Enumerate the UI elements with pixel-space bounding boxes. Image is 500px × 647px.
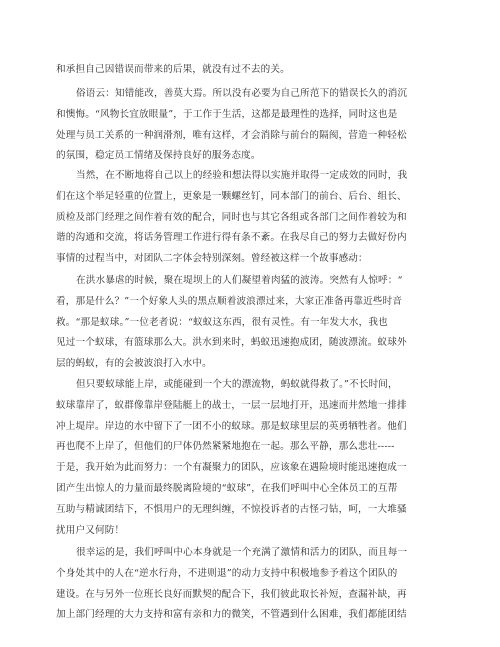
paragraph-6 [56, 543, 456, 626]
paragraph-5 [56, 375, 456, 541]
text-line: 蚁球靠岸了，蚁群像靠岸登陆艇上的战士，一层一层地打开，迅速而井然地一排排 [56, 399, 407, 411]
text-line: 互助与精诚团结下，不惧用户的无理纠缠，不惊投诉者的古怪刁钻，呵，一大堆骚 [56, 503, 407, 515]
paragraph-3 [56, 166, 456, 270]
text-line: 看，那是什么？”一个好象人头的黑点顺着波浪漂过来，大家正准备再靠近些时音 [56, 295, 403, 307]
paragraph-2 [56, 84, 456, 167]
text-line: 谐的沟通和交流，将话务管理工作进行得有条不紊。在我尽自己的努力去做好份内 [56, 232, 407, 244]
text-line: 冲上堤岸。岸边的水中留下了一团不小的蚁球。那是蚁球里层的英勇牺牲者。他们 [56, 420, 407, 432]
text-line: 加上部门经理的大力支持和富有亲和力的微笑，不管遇到什么困难，我们都能团结 [56, 609, 407, 621]
text-line: 但只要蚁球能上岸，或能碰到一个大的漂流物，蚂蚁就得救了。”不长时间， [76, 379, 398, 390]
text-line: 质检及部门经理之间作着有效的配合，同时也与其它各组或各部门之间作着较为和 [56, 211, 407, 223]
text-line: 再也爬不上岸了，但他们的尸体仍然紧紧地抱在一起。那么平静，那么悲壮----- [56, 441, 395, 453]
text-line: 们在这个举足轻重的位置上，更象是一颗螺丝钉，同本部门的前台、后台、组长、 [56, 190, 407, 202]
text-line: 扰用户又何防！ [56, 524, 125, 536]
text-line: 建设。在与另外一位班长良好而默契的配合下，我们彼此取长补短，查漏补缺，再 [56, 588, 407, 600]
text-line: 俗语云：知错能改，善莫大焉。所以没有必要为自己所范下的错误长久的消沉 [76, 88, 408, 99]
text-line: 和懊悔。“风物长宜放眼量”，于工作于生活，这都是最理性的选择，同时这也是 [56, 108, 398, 120]
text-line: 救。“那是蚁球。”一位老者说：“蚁蚁这东西，很有灵性。有一年发大水，我也 [56, 316, 388, 328]
text-line: 处理与员工关系的一种润滑剂，唯有这样，才会消除与前台的隔阂，营造一种轻松 [56, 129, 407, 141]
text-line: 和承担自己因错误而带来的后果，就没有过不去的关。 [56, 64, 290, 75]
text-line: 层的蚂蚁，有的会被波浪打入水中。 [56, 358, 212, 370]
paragraph-4 [56, 271, 456, 375]
text-line: 个身处其中的人在“逆水行舟，不进则退”的动力支持中积极地参予着这个团队的 [56, 567, 398, 579]
text-line: 很幸运的是，我们呼叫中心本身就是一个充满了激情和活力的团队，而且每一 [76, 547, 408, 558]
text-line: 当然，在不断地将自己以上的经验和想法得以实施并取得一定成效的同时，我 [76, 170, 408, 181]
text-line: 的氛围，稳定员工情绪及保持良好的服务态度。 [56, 150, 261, 162]
text-line: 见过一个蚁球，有篮球那么大。洪水到来时，蚂蚁迅速抱成团，随波漂流。蚁球外 [56, 337, 407, 349]
text-line: 于是，我开始为此而努力：一个有凝聚力的团队，应该象在遇险境时能迅速抱成一 [56, 462, 407, 474]
text-line: 事情的过程当中，对团队二字体会特别深刻。曾经被这样一个故事感动： [56, 253, 368, 265]
text-line: 在洪水暴虐的时候，聚在堤坝上的人们凝望着肉猛的波涛。突然有人惊呼：“ [76, 275, 403, 286]
text-line: 团产生出惊人的力量而最终脱离险境的“蚁球”，在我们呼叫中心全体员工的互帮 [56, 482, 398, 494]
paragraph-1 [56, 60, 456, 81]
